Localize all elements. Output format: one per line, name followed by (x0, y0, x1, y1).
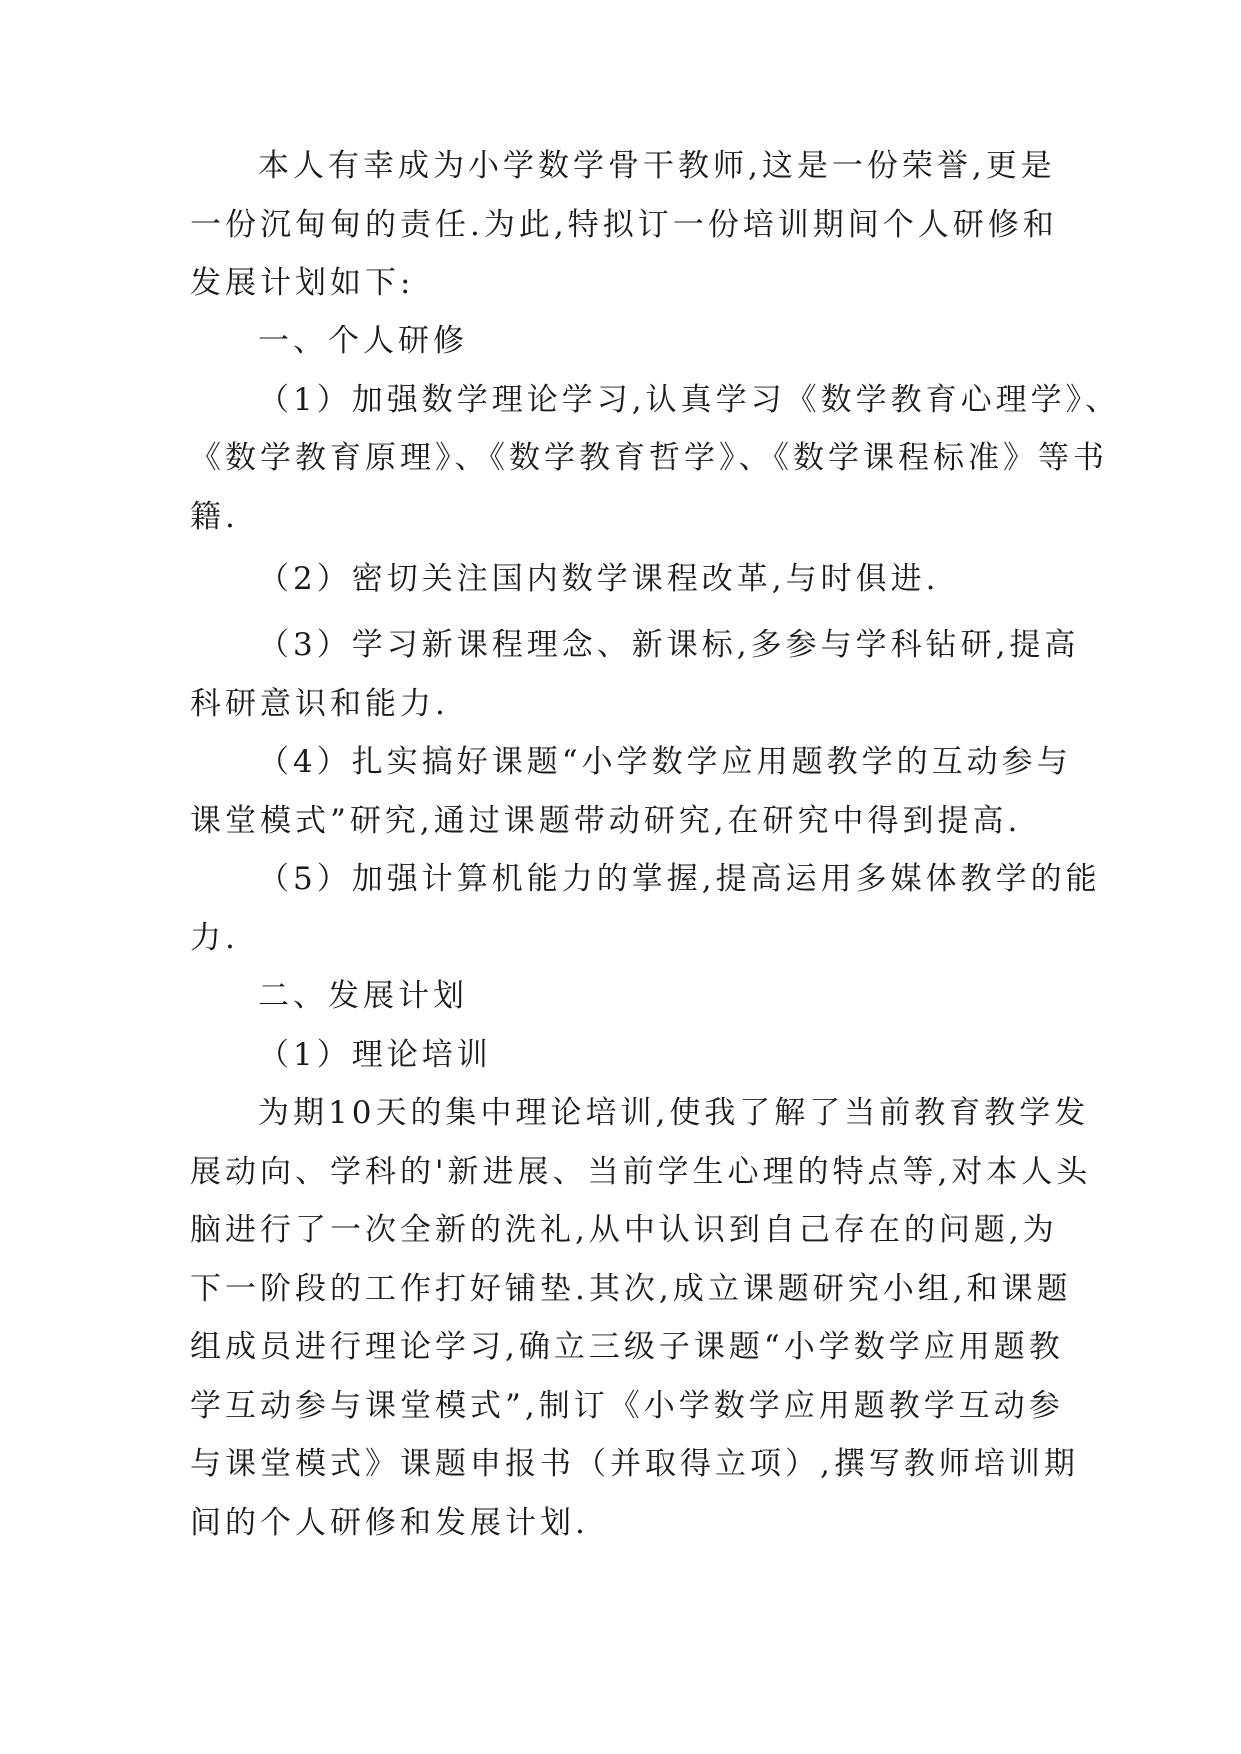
paragraph-theory-line-4: 下一阶段的工作打好铺垫.其次,成立课题研究小组,和课题 (190, 1271, 1072, 1307)
item-4-line-2: 课堂模式”研究,通过课题带动研究,在研究中得到提高. (190, 803, 1022, 839)
paragraph-intro-line-3: 发展计划如下: (190, 265, 415, 301)
paragraph-theory-line-1: 为期10天的集中理论培训,使我了解了当前教育教学发 (258, 1095, 1090, 1131)
paragraph-theory-line-2: 展动向、学科的'新进展、当前学生心理的特点等,对本人头 (190, 1154, 1092, 1190)
section-heading-development-plan: 二、发展计划 (258, 978, 468, 1014)
item-1-line-2: 《数学教育原理》、《数学教育哲学》、《数学课程标准》等书 (190, 440, 1108, 476)
item-5-line-1: （5）加强计算机能力的掌握,提高运用多媒体教学的能 (258, 861, 1101, 897)
subsection-heading-theory-training: （1）理论培训 (258, 1037, 492, 1073)
paragraph-intro-line-2: 一份沉甸甸的责任.为此,特拟订一份培训期间个人研修和 (190, 207, 1058, 243)
item-5-line-2: 力. (190, 920, 239, 956)
paragraph-theory-line-3: 脑进行了一次全新的洗礼,从中认识到自己存在的问题,为 (190, 1212, 1058, 1248)
item-2-line-1: （2）密切关注国内数学课程改革,与时俱进. (258, 561, 940, 597)
item-4-line-1: （4）扎实搞好课题“小学数学应用题教学的互动参与 (258, 744, 1072, 780)
item-1-line-1: （1）加强数学理论学习,认真学习《数学教育心理学》、 (258, 382, 1121, 418)
paragraph-theory-line-6: 学互动参与课堂模式”,制订《小学数学应用题教学互动参 (190, 1388, 1064, 1424)
item-3-line-2: 科研意识和能力. (190, 686, 449, 722)
paragraph-theory-line-7: 与课堂模式》课题申报书（并取得立项）,撰写教师培训期 (190, 1446, 1079, 1482)
paragraph-theory-line-8: 间的个人研修和发展计划. (190, 1505, 589, 1541)
item-3-line-1: （3）学习新课程理念、新课标,多参与学科钻研,提高 (258, 627, 1080, 663)
paragraph-intro-line-1: 本人有幸成为小学数学骨干教师,这是一份荣誉,更是 (258, 148, 1056, 184)
item-1-line-3: 籍. (190, 499, 239, 535)
paragraph-theory-line-5: 组成员进行理论学习,确立三级子课题“小学数学应用题教 (190, 1329, 1064, 1365)
section-heading-personal-study: 一、个人研修 (258, 323, 468, 359)
